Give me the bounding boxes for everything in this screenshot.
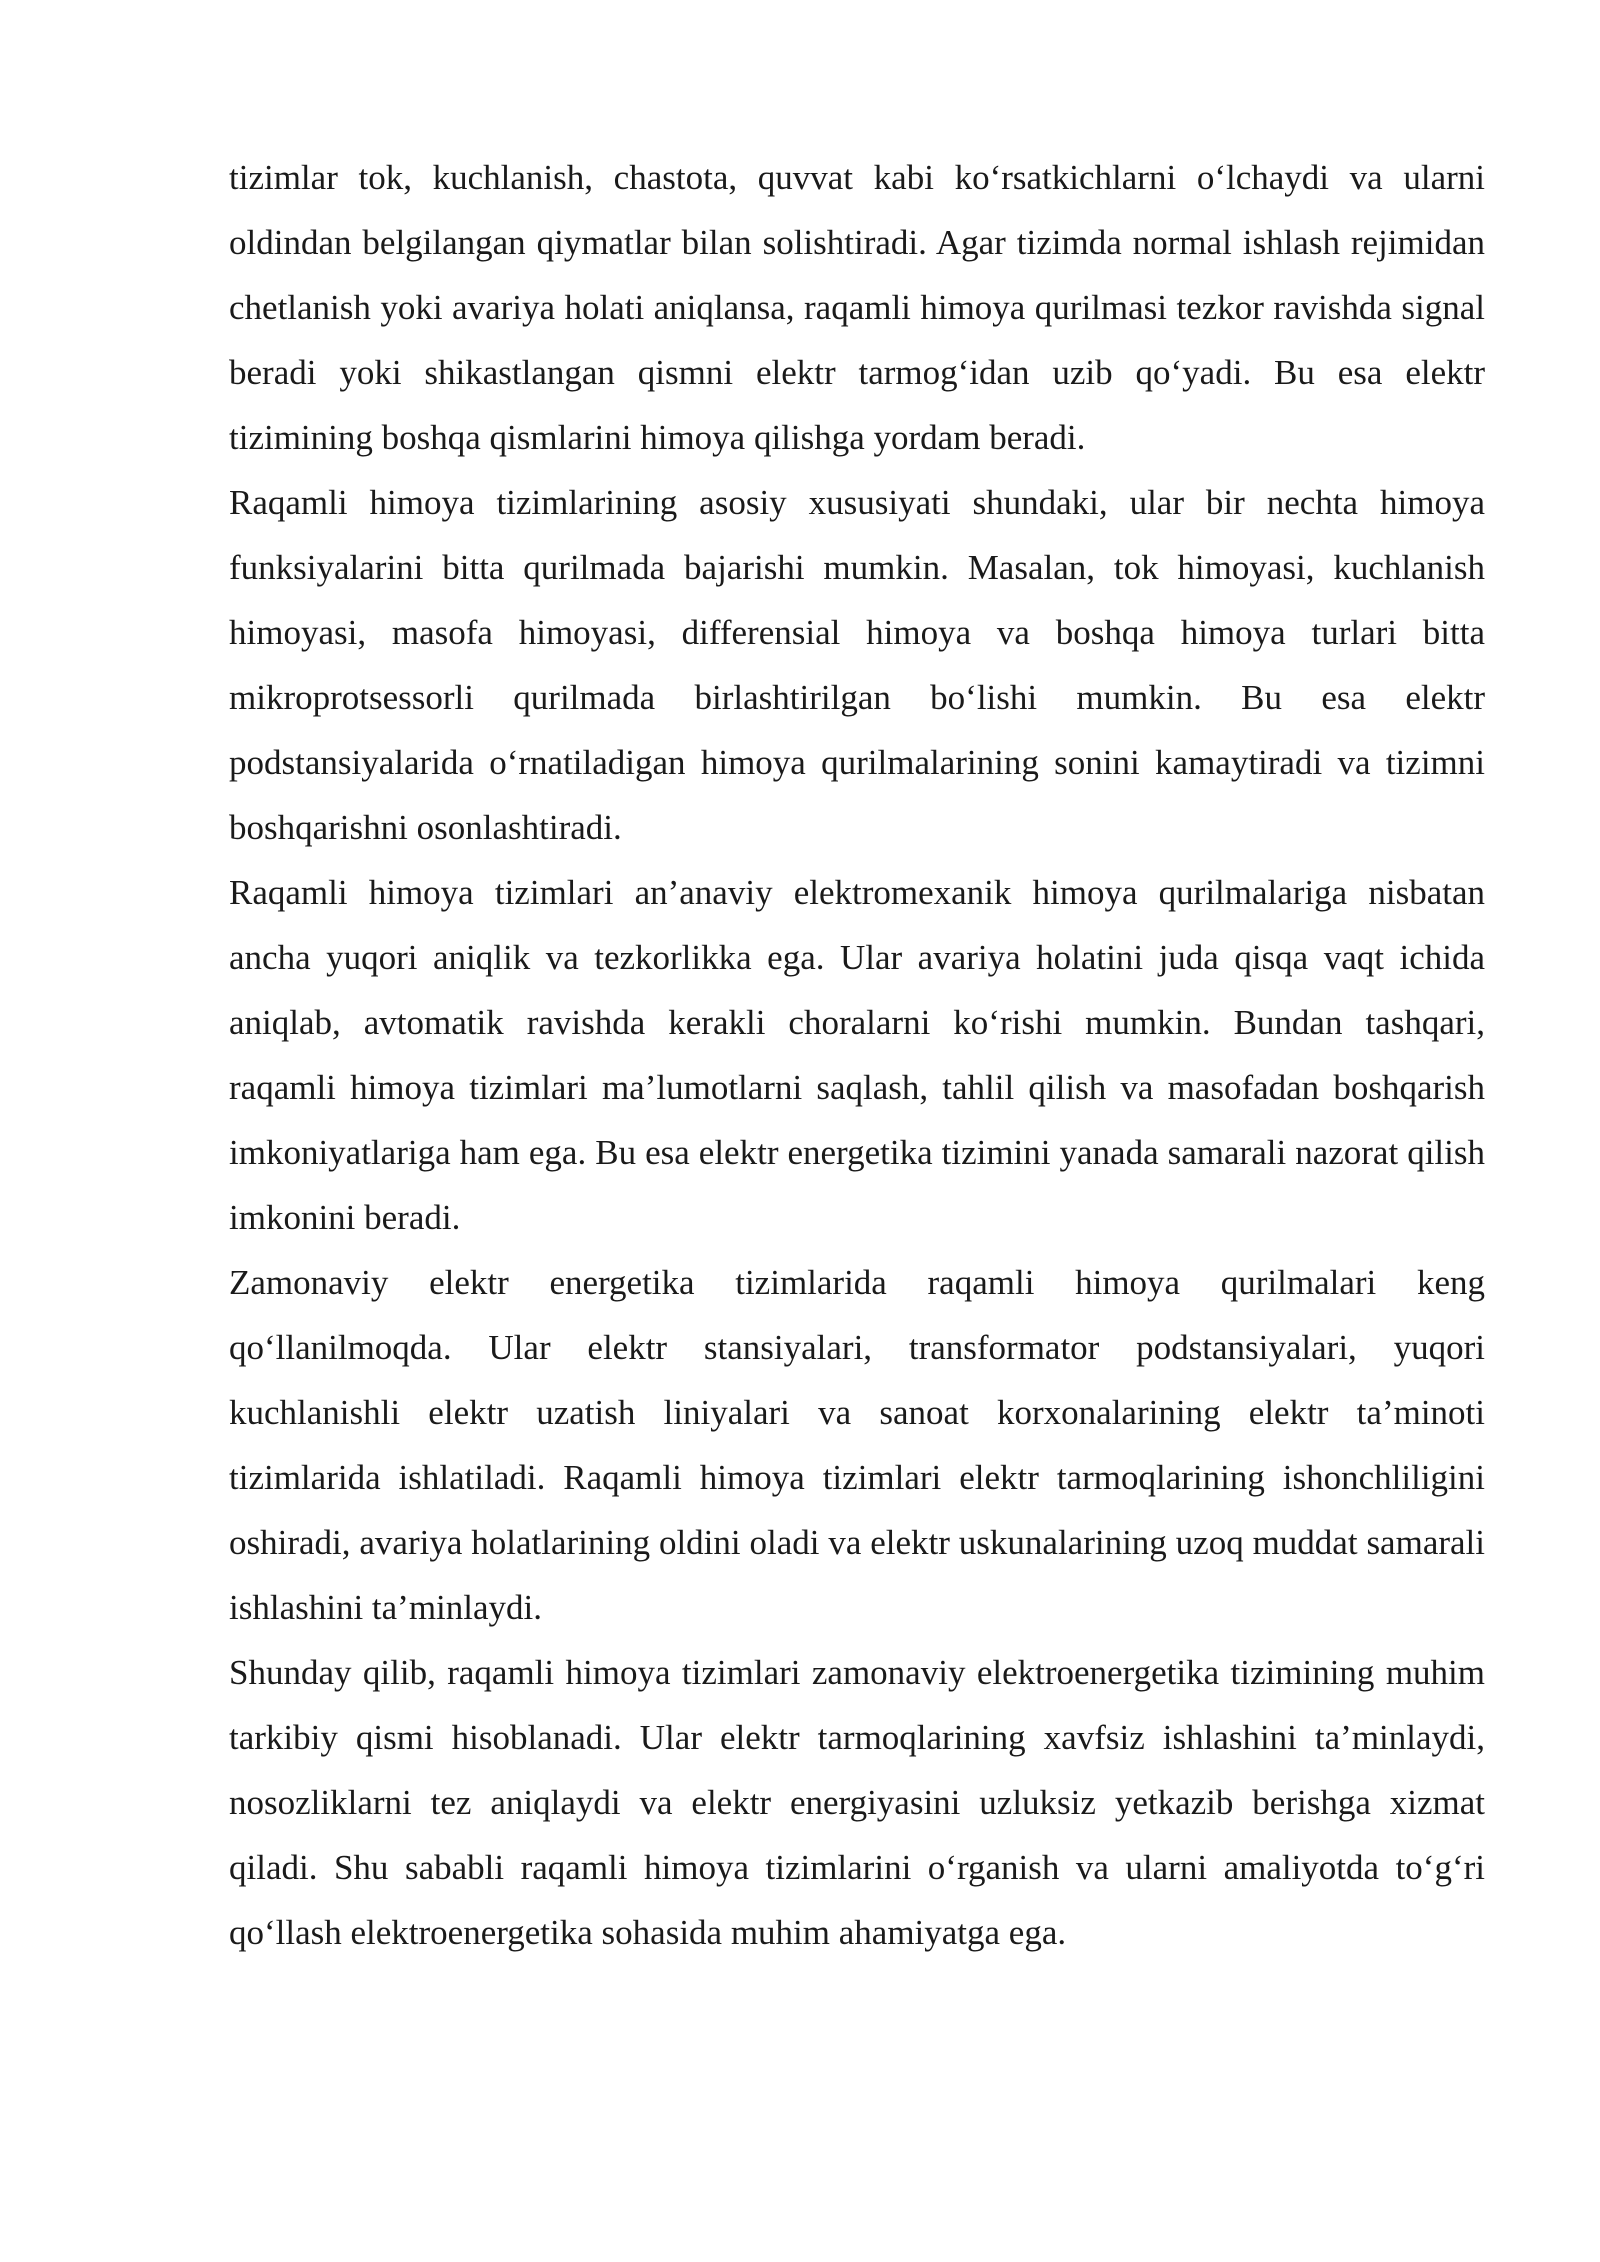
paragraph-3: Raqamli himoya tizimlari an’anaviy elektromexanik himoya qurilmalariga nisbatan ancha yuqori aniqlik va tezkorlikka ega. Ular avariya holatini juda qisqa vaqt ichida aniqlab, avtomatik ravishda kerakli choralarni ko‘rishi mumkin. Bundan tashqari, raqamli himoya tizimlari ma’lumotlarni saqlash, tahlil qilish va masofadan boshqarish imkoniyatlariga ham ega. Bu esa elektr energetika tizimini yanada samarali nazorat qilish imkonini beradi. bbox=[229, 873, 1485, 1237]
paragraph-1: tizimlar tok, kuchlanish, chastota, quvvat kabi ko‘rsatkichlarni o‘lchaydi va ularni oldindan belgilangan qiymatlar bilan solishtiradi. Agar tizimda normal ishlash rejimidan chetlanish yoki avariya holati aniqlansa, raqamli himoya qurilmasi tezkor ravishda signal beradi yoki shikastlangan qismni elektr tarmog‘idan uzib qo‘yadi. Bu esa elektr tizimining boshqa qismlarini himoya qilishga yordam beradi. bbox=[229, 158, 1485, 457]
body-text bbox=[229, 145, 1485, 1965]
paragraph-2: Raqamli himoya tizimlarining asosiy xususiyati shundaki, ular bir nechta himoya funksiyalarini bitta qurilmada bajarishi mumkin. Masalan, tok himoyasi, kuchlanish himoyasi, masofa himoyasi, differensial himoya va boshqa himoya turlari bitta mikroprotsessorli qurilmada birlashtirilgan bo‘lishi mumkin. Bu esa elektr podstansiyalarida o‘rnatiladigan himoya qurilmalarining sonini kamaytiradi va tizimni boshqarishni osonlashtiradi. bbox=[229, 483, 1485, 847]
paragraph-4: Zamonaviy elektr energetika tizimlarida raqamli himoya qurilmalari keng qo‘llanilmoqda. Ular elektr stansiyalari, transformator podstansiyalari, yuqori kuchlanishli elektr uzatish liniyalari va sanoat korxonalarining elektr ta’minoti tizimlarida ishlatiladi. Raqamli himoya tizimlari elektr tarmoqlarining ishonchliligini oshiradi, avariya holatlarining oldini oladi va elektr uskunalarining uzoq muddat samarali ishlashini ta’minlaydi. bbox=[229, 1263, 1485, 1627]
paragraph-5: Shunday qilib, raqamli himoya tizimlari zamonaviy elektroenergetika tizimining muhim tarkibiy qismi hisoblanadi. Ular elektr tarmoqlarining xavfsiz ishlashini ta’minlaydi, nosozliklarni tez aniqlaydi va elektr energiyasini uzluksiz yetkazib berishga xizmat qiladi. Shu sababli raqamli himoya tizimlarini o‘rganish va ularni amaliyotda to‘g‘ri qo‘llash elektroenergetika sohasida muhim ahamiyatga ega. bbox=[229, 1653, 1485, 1952]
